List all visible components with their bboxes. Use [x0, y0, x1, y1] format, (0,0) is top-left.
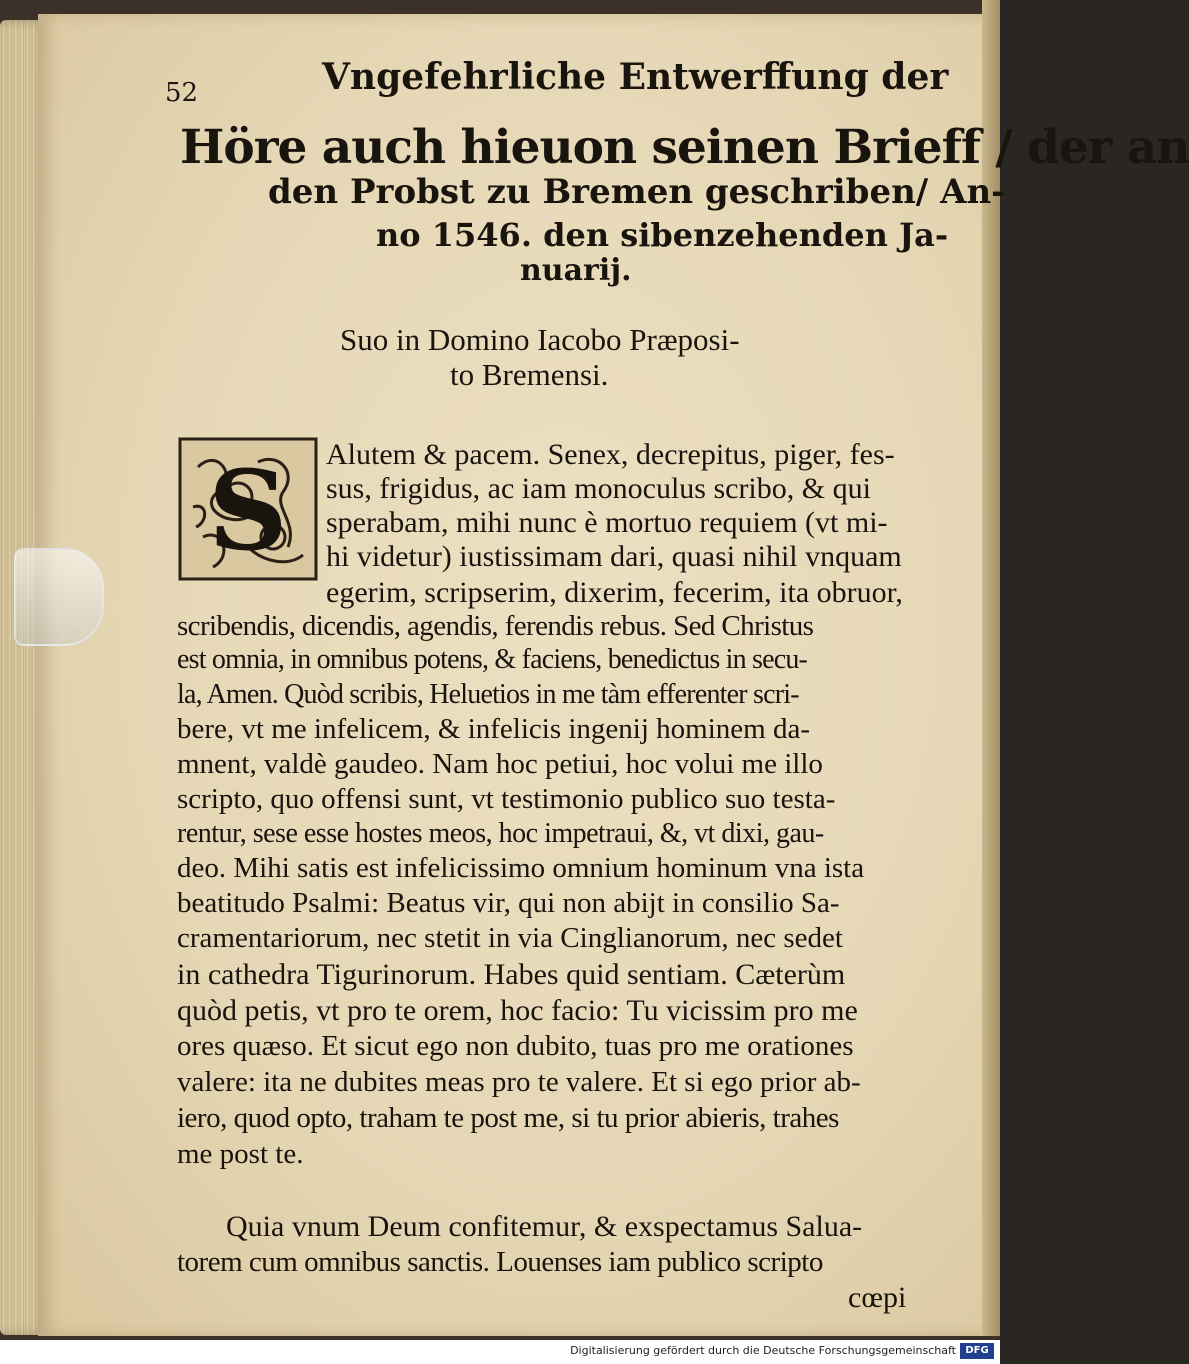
letter-line: valere: ita ne dubites meas pro te valere. Et si ego prior ab- — [177, 1066, 861, 1098]
digitization-footer — [0, 1340, 1000, 1364]
letter-line: la, Amen. Quòd scribis, Heluetios in me tàm efferenter scri- — [177, 679, 799, 710]
letter-line: sus, frigidus, ac iam monoculus scribo, & qui — [326, 472, 871, 505]
heading-line-4: no 1546. den sibenzehenden Ja- — [376, 216, 949, 254]
letter-line: rentur, sese esse hostes meos, hoc impetraui, &, vt dixi, gau- — [177, 818, 824, 849]
heading-line-1: Vngefehrliche Entwerffung der — [322, 56, 949, 98]
dfg-logo-icon: DFG — [960, 1343, 994, 1359]
letter-line: sperabam, mihi nunc è mortuo requiem (vt mi- — [326, 506, 888, 539]
page-clip — [14, 548, 104, 646]
closing-line-2: torem cum omnibus sanctis. Louenses iam publico scripto — [177, 1246, 823, 1278]
letter-line: deo. Mihi satis est infelicissimo omnium hominum vna ista — [177, 852, 865, 884]
heading-line-5: nuarij. — [520, 253, 632, 288]
letter-line: in cathedra Tigurinorum. Habes quid sentiam. Cæterùm — [177, 958, 846, 991]
letter-line: scripto, quo offensi sunt, vt testimonio publico suo testa- — [177, 783, 836, 815]
letter-line: cramentariorum, nec stetit in via Cinglianorum, nec sedet — [177, 922, 843, 954]
heading-line-2: Höre auch hieuon seinen Brieff / der an — [180, 120, 1189, 175]
footer-credit: Digitalisierung gefördert durch die Deutsche Forschungsgemeinschaft — [570, 1344, 956, 1357]
letter-line: quòd petis, vt pro te orem, hoc facio: Tu vicissim pro me — [177, 994, 858, 1027]
letter-line: iero, quod opto, traham te post me, si tu prior abieris, trahes — [177, 1102, 839, 1134]
letter-line: me post te. — [177, 1138, 304, 1170]
ornamental-initial — [178, 437, 318, 581]
address-line-1: Suo in Domino Iacobo Præposi- — [340, 322, 740, 357]
initial-letter: S — [208, 446, 288, 575]
letter-line: est omnia, in omnibus potens, & faciens, benedictus in secu- — [177, 644, 808, 675]
letter-line: egerim, scripserim, dixerim, fecerim, ita obruor, — [326, 576, 903, 609]
letter-line: mnent, valdè gaudeo. Nam hoc petiui, hoc volui me illo — [177, 748, 823, 780]
address-line-2: to Bremensi. — [450, 357, 609, 392]
letter-line: scribendis, dicendis, agendis, ferendis rebus. Sed Christus — [177, 610, 814, 642]
heading-line-3: den Probst zu Bremen geschriben/ An- — [268, 172, 1006, 212]
closing-line-1: Quia vnum Deum confitemur, & exspectamus Salua- — [226, 1210, 863, 1243]
letter-line: Alutem & pacem. Senex, decrepitus, piger, fes- — [326, 438, 895, 471]
catchword: cœpi — [848, 1281, 907, 1314]
letter-line: hi videtur) iustissimam dari, quasi nihil vnquam — [326, 540, 902, 573]
letter-line: beatitudo Psalmi: Beatus vir, qui non abijt in consilio Sa- — [177, 887, 840, 919]
letter-line: ores quæso. Et sicut ego non dubito, tuas pro me orationes — [177, 1030, 854, 1062]
page-number: 52 — [165, 78, 199, 108]
letter-line: bere, vt me infelicem, & infelicis ingenij hominem da- — [177, 713, 810, 745]
